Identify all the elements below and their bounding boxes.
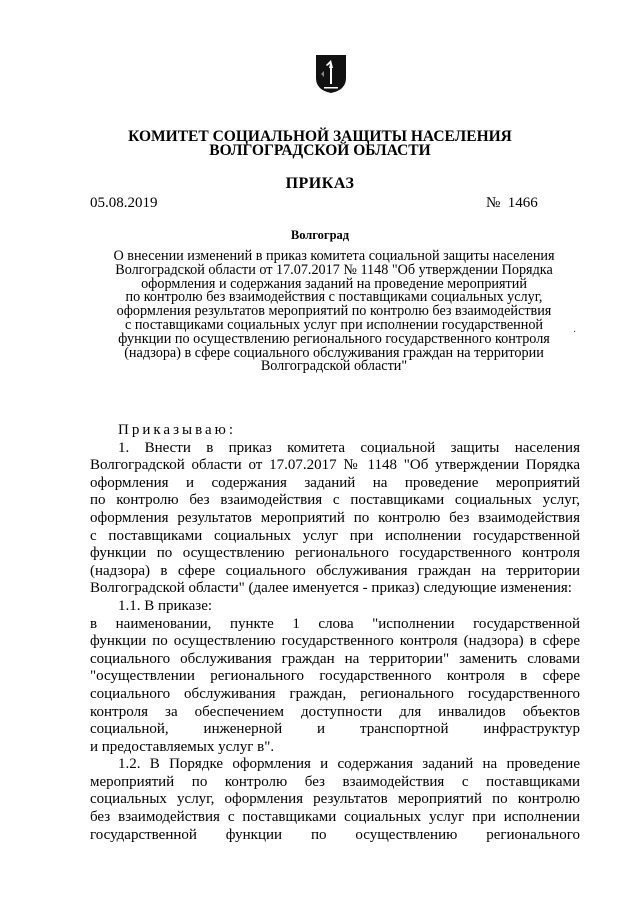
body-line: и предоставляемых услуг в". [90, 738, 275, 755]
body-line: "осуществлении регионального государственного контроля в сфере [90, 668, 580, 685]
body-line: мероприятий по контролю без взаимодействия с поставщиками [90, 773, 580, 790]
body-line: 1.1. В приказе: [118, 597, 213, 614]
subject-line: функции по осуществлению регионального государственного контроля [118, 330, 550, 347]
body-line: с поставщиками социальных услуг при исполнении государственной [90, 527, 580, 544]
subject-line: Волгоградской области от 17.07.2017 № 1148 "Об утверждении Порядка [115, 261, 553, 278]
body-line: функции по осуществлению регионального государственного контроля [90, 545, 580, 562]
subject-line: по контролю без взаимодействия с поставщиками социальных услуг, [125, 289, 543, 306]
body-line: без взаимодействия с поставщиками социальных услуг при исполнении [90, 809, 580, 826]
body-line: 1. Внести в приказ комитета социальной защиты населения [118, 439, 580, 456]
body-line: (надзора) в сфере социального обслуживания граждан на территории [90, 562, 580, 579]
document-number: № 1466 [486, 195, 538, 211]
body-line: социального обслуживания граждан, регионального государственного [90, 685, 580, 702]
organization-name-line2: ВОЛГОГРАДСКОЙ ОБЛАСТИ [209, 142, 431, 159]
subject-line: О внесении изменений в приказ комитета социальной защиты населения [113, 248, 555, 264]
scan-speck: · [573, 327, 577, 338]
volgograd-coat-of-arms-icon [315, 54, 347, 94]
city-name: Волгоград [290, 228, 350, 242]
document-subject [84, 250, 584, 374]
body-line: 1.2. В Порядке оформления и содержания заданий на проведение [118, 756, 580, 773]
body-line: контроля за обеспечением доступности для инвалидов объектов [90, 703, 580, 720]
body-line: по контролю без взаимодействия с поставщиками социальных услуг, [90, 492, 580, 509]
order-word: Приказываю: [118, 422, 236, 438]
subject-line: оформления и содержания заданий на проведение мероприятий [141, 275, 527, 292]
document-body [90, 422, 580, 844]
body-line: оформления и содержания заданий на проведение мероприятий [90, 474, 580, 491]
document-date: 05.08.2019 [90, 195, 158, 211]
body-line: в наименовании, пункте 1 слова "исполнении государственной [90, 615, 580, 632]
document-type-title: ПРИКАЗ [285, 175, 355, 192]
body-line: социальных услуг, оформления результатов мероприятий по контролю [90, 791, 580, 808]
subject-line: с поставщиками социальных услуг при исполнении государственной [124, 316, 544, 333]
body-line: социального обслуживания граждан на территории" заменить словами [90, 650, 580, 667]
body-line: функции по осуществлению государственного контроля (надзора) в сфере [90, 633, 580, 650]
subject-line: (надзора) в сфере социального обслуживания граждан на территории [124, 344, 544, 361]
body-line: Волгоградской области от 17.07.2017 № 1148 "Об утверждении Порядка [90, 457, 580, 474]
subject-line: оформления результатов мероприятий по контролю без взаимодействия [116, 303, 552, 320]
subject-line: Волгоградской области" [260, 358, 408, 375]
organization-name-line1: КОМИТЕТ СОЦИАЛЬНОЙ ЗАЩИТЫ НАСЕЛЕНИЯ [128, 128, 512, 145]
body-line: Волгоградской области" (далее именуется - приказ) следующие изменения: [90, 580, 572, 597]
body-line: оформления результатов мероприятий по контролю без взаимодействия [90, 509, 580, 526]
body-line: государственной функции по осуществлению регионального [90, 826, 580, 843]
body-line: социальной, инженерной и транспортной инфраструктур [90, 721, 580, 738]
